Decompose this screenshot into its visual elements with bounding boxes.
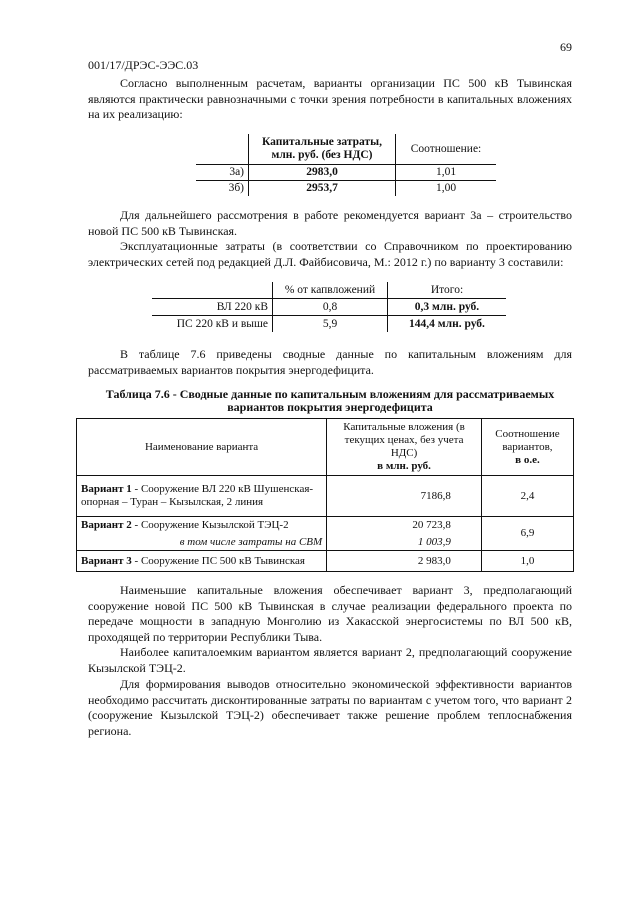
table3-variant1-cell (77, 476, 327, 517)
table2-cell: 5,9 (273, 316, 388, 333)
table3-ratio: 2,4 (481, 476, 573, 517)
table1-cell: 1,01 (396, 165, 497, 181)
table-row (77, 517, 574, 535)
paragraph-5: Наименьшие капитальные вложения обеспечивает вариант 3, предполагающий сооружение новой ПС 500 кВ Тывинская в случае реализации федерального проекта по передаче мощности в западную Монголию из Хакасской энергосистемы по ВЛ 500 кВ, проходящей по территории Республики Тыва. (88, 583, 572, 644)
table1-cell: 2953,7 (249, 181, 396, 197)
table2-cell: 0,3 млн. руб. (388, 299, 507, 316)
table-row (196, 181, 496, 197)
table-capex-variants (196, 134, 496, 196)
table3-header-capex (327, 419, 482, 476)
table3-header-ratio-text: Соотношение вариантов, (495, 427, 560, 453)
table2-header-total: Итого: (388, 282, 507, 299)
paragraph-1: Согласно выполненным расчетам, варианты организации ПС 500 кВ Тывинская являются практически равнозначными с точки зрения потребности в капитальных вложениях на их реализацию: (88, 76, 572, 121)
paragraph-7: Для формирования выводов относительно экономической эффективности вариантов необходимо рассчитать дисконтированные затраты по вариантам с учетом того, что вариант 2 (сооружение Кызылской ТЭЦ-2) обеспечивает также решение проблем теплоснабжения региона. (88, 677, 572, 738)
table1-cell: 1,00 (396, 181, 497, 197)
table3-variant-desc: - Сооружение ВЛ 220 кВ Шушенская-опорная – Туран – Кызылская, 2 линия (81, 483, 314, 508)
table3-value: 20 723,8 (327, 517, 482, 535)
paragraph-6: Наиболее капиталоемким вариантом является вариант 2, предполагающий сооружение Кызылской ТЭЦ-2. (88, 645, 572, 675)
table3-variant-label: Вариант 3 (81, 554, 132, 567)
table-row (152, 316, 506, 333)
table3-header-capex-unit: в млн. руб. (377, 460, 431, 472)
table3-ratio: 1,0 (481, 551, 573, 572)
table3-ratio: 6,9 (481, 517, 573, 551)
table1-cell: 3а) (196, 165, 249, 181)
table3-variant2-cell (77, 517, 327, 535)
paragraph-2: Для дальнейшего рассмотрения в работе рекомендуется вариант 3а – строительство новой ПС 500 кВ Тывинская. (88, 208, 572, 238)
table3-header-ratio (481, 419, 573, 476)
table2-cell: ПС 220 кВ и выше (152, 316, 273, 333)
table-caption: Таблица 7.6 - Сводные данные по капитальным вложениям для рассматриваемых вариантов покрытия энергодефицита (105, 387, 555, 414)
table-row (77, 476, 574, 517)
table3-variant-label: Вариант 1 (81, 483, 132, 495)
table1-header-cost: Капитальные затраты, млн. руб. (без НДС) (249, 134, 396, 165)
table3-header-capex-text: Капитальные вложения (в текущих ценах, без учета НДС) (343, 421, 465, 459)
table2-cell: 0,8 (273, 299, 388, 316)
table3-variant-label: Вариант 2 (81, 519, 132, 531)
table2-cell: 144,4 млн. руб. (388, 316, 507, 333)
table3-value: 7186,8 (327, 476, 482, 517)
table-row (152, 299, 506, 316)
table3-variant-desc: - Сооружение Кызылской ТЭЦ-2 (131, 519, 289, 531)
table-operating-costs (152, 282, 506, 332)
document-id: 001/17/ДРЭС-ЭЭС.03 (88, 58, 199, 72)
table1-header-ratio: Соотношение: (396, 134, 497, 165)
table-row (77, 551, 574, 572)
table-row (196, 165, 496, 181)
table3-value: 2 983,0 (327, 551, 482, 572)
table2-cell: ВЛ 220 кВ (152, 299, 273, 316)
table3-header-name: Наименование варианта (77, 419, 327, 476)
table1-cell: 2983,0 (249, 165, 396, 181)
table1-cell: 3б) (196, 181, 249, 197)
table3-variant-desc: - Сооружение ПС 500 кВ Тывинская (131, 554, 305, 567)
paragraph-3: Эксплуатационные затраты (в соответствии со Справочником по проектированию электрических сетей под редакцией Д.Л. Файбисовича, М.: 2012 г.) по варианту 3 составили: (88, 239, 572, 269)
page-number: 69 (560, 40, 572, 54)
table2-header-pct: % от капвложений (273, 282, 388, 299)
paragraph-4: В таблице 7.6 приведены сводные данные по капитальным вложениям для рассматриваемых вариантов покрытия энергодефицита. (88, 347, 572, 377)
table3-sub-desc: в том числе затраты на СВМ (77, 534, 327, 551)
table3-header-ratio-unit: в о.е. (515, 453, 540, 466)
table3-variant3-cell (77, 551, 327, 572)
table3-sub-value: 1 003,9 (327, 534, 482, 551)
table-capex-summary (76, 418, 574, 572)
